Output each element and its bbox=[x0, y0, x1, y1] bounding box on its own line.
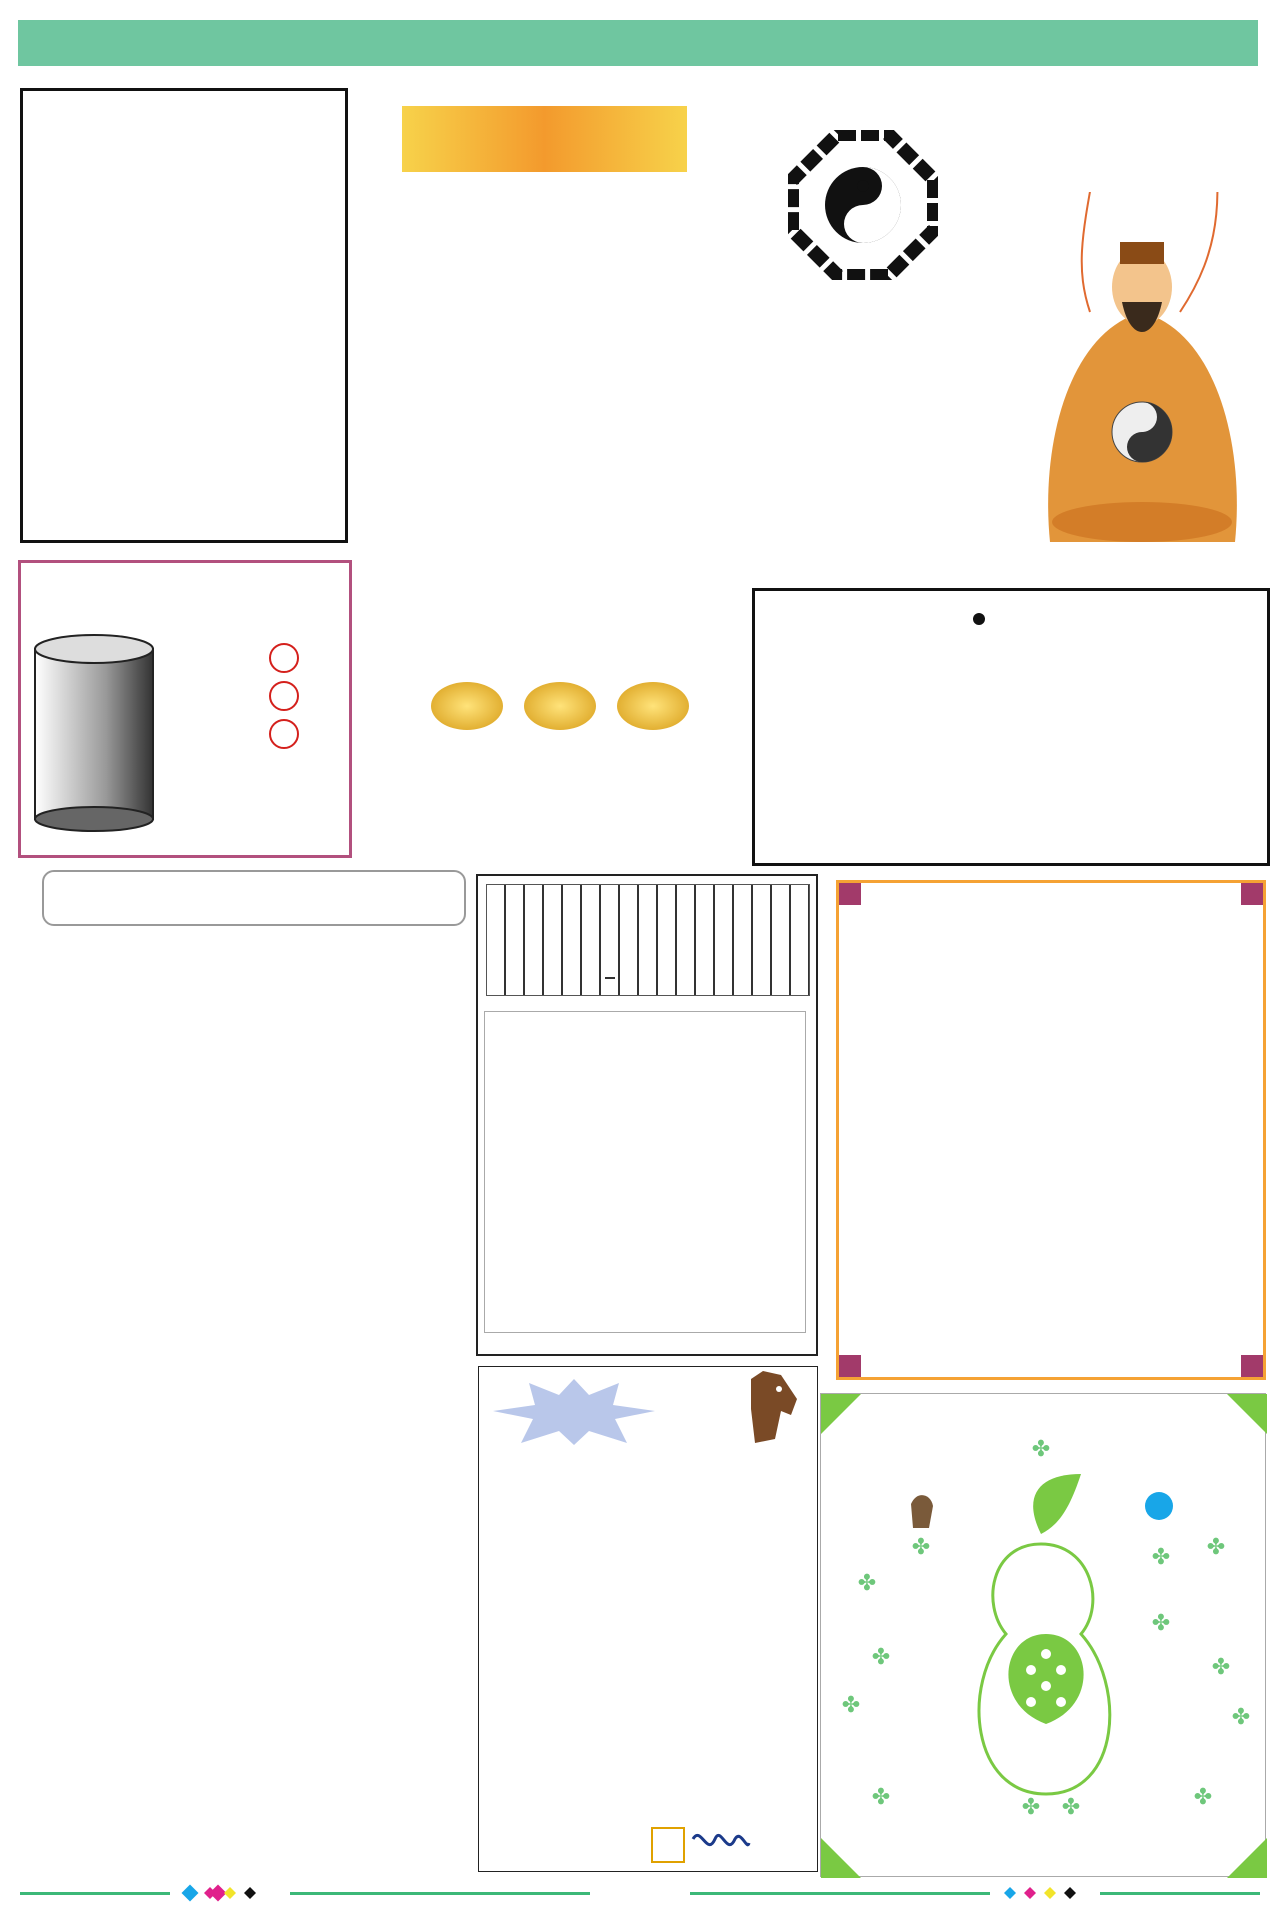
svg-text:✤: ✤ bbox=[871, 1785, 891, 1810]
svg-text:✤: ✤ bbox=[1061, 1795, 1081, 1820]
corner-square bbox=[1241, 1355, 1263, 1377]
svg-text:✤: ✤ bbox=[1151, 1545, 1171, 1570]
signature-icon bbox=[691, 1829, 751, 1857]
mahui-logo bbox=[402, 106, 687, 172]
lucky-number-2 bbox=[269, 681, 299, 711]
jiugong-panel bbox=[18, 560, 352, 858]
lucky-number-3 bbox=[269, 719, 299, 749]
meiqi-panel bbox=[476, 874, 818, 1356]
xixun-panel bbox=[478, 1366, 818, 1872]
poem-panel bbox=[20, 88, 348, 543]
svg-text:✤: ✤ bbox=[871, 1645, 891, 1670]
mahui-panel bbox=[360, 88, 730, 558]
svg-text:✤: ✤ bbox=[911, 1535, 931, 1560]
burst-icon bbox=[489, 1377, 659, 1447]
corner-square bbox=[839, 1355, 861, 1377]
svg-text:✤: ✤ bbox=[1211, 1655, 1231, 1680]
svg-text:✤: ✤ bbox=[1193, 1785, 1213, 1810]
sage-figure-icon bbox=[1030, 192, 1255, 552]
svg-text:✤: ✤ bbox=[1231, 1705, 1251, 1730]
svg-text:✤: ✤ bbox=[1151, 1611, 1171, 1636]
tiesuanpan-title bbox=[420, 682, 700, 730]
header-band bbox=[18, 20, 1258, 66]
cylinder-graphic bbox=[33, 633, 155, 833]
corner-square bbox=[1241, 883, 1263, 905]
tsp-char-2 bbox=[524, 682, 596, 730]
yimendan-panel bbox=[820, 1393, 1266, 1877]
svg-text:✤: ✤ bbox=[1206, 1535, 1226, 1560]
meiqi-header bbox=[486, 884, 810, 996]
abacus-icon bbox=[385, 728, 723, 840]
bullet-icon bbox=[973, 613, 985, 625]
svg-text:✤: ✤ bbox=[1021, 1795, 1041, 1820]
horse-head-icon bbox=[741, 1369, 801, 1445]
corner-square bbox=[839, 883, 861, 905]
header bbox=[0, 0, 1275, 68]
footer-decoration bbox=[0, 1883, 1275, 1906]
pear-decoration bbox=[821, 1394, 1267, 1878]
zodiac-puzzle bbox=[927, 1049, 1203, 1329]
svg-text:✤: ✤ bbox=[841, 1693, 861, 1718]
tsp-char-1 bbox=[431, 682, 503, 730]
analysis-panel bbox=[752, 588, 1270, 866]
tebie-panel bbox=[836, 880, 1266, 1380]
hexagram-header bbox=[810, 318, 868, 333]
meiqi-grid bbox=[484, 1011, 806, 1333]
svg-text:✤: ✤ bbox=[857, 1571, 877, 1596]
bagua-icon bbox=[788, 130, 938, 280]
tsp-char-3 bbox=[617, 682, 689, 730]
seal-stamp bbox=[651, 1827, 685, 1863]
meiqi-author bbox=[605, 977, 615, 979]
svg-text:✤: ✤ bbox=[1031, 1437, 1051, 1462]
bagua-panel bbox=[760, 82, 1265, 572]
lucky-number-1 bbox=[269, 643, 299, 673]
zodiac-table-title bbox=[42, 870, 466, 926]
